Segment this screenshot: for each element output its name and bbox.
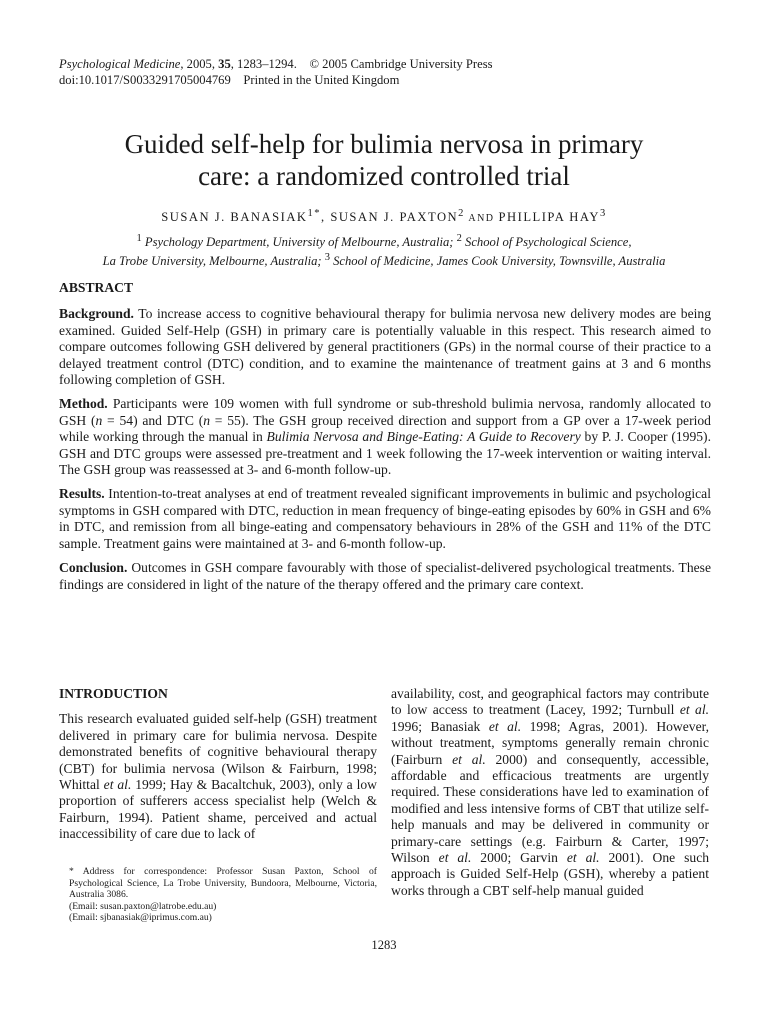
journal-citation-line: Psychological Medicine, 2005, 35, 1283–1294. © 2005 Cambridge University Press: [59, 57, 493, 71]
page-number: 1283: [371, 938, 397, 952]
authors: SUSAN J. $BANASIAK^{1*}$, SUSAN J. PAXTON$^2$ AND PHILLIPA HAY$^3$: [161, 208, 607, 225]
email-2: (Email: sjbanasiak@iprimus.com.au): [69, 912, 212, 923]
journal-header: [59, 56, 493, 88]
abstract-heading: ABSTRACT: [59, 280, 134, 295]
introduction-left-column: [59, 686, 377, 843]
affiliations: $^1$ Psychology Department, University of Melbourne, Australia; $^2$ School of Psychological Science, La Trobe University, Melbourne, Australia; $^3$ School of Medicine, James Cook University, Townsville, Australia: [102, 233, 666, 269]
email-1: (Email: susan.paxton@latrobe.edu.au): [69, 900, 217, 912]
abstract-method: Method. Participants were 109 women with full syndrome or sub-threshold bulimia nervosa, randomly allocated to GSH (n = 54) and DTC (n = 55). The GSH group received direction and support from a GP over a 17-week period while working through the manual in Bulimia Nervosa and Binge-Eating: A Guide to Recovery by P. J. Cooper (1995). GSH and DTC groups were assessed pre-treatment and 1 week following the 17-week intervention or waiting interval. The GSH group was reassessed at 3- and 6-month follow-up.: [59, 396, 711, 478]
abstract-conclusion: Conclusion. Outcomes in GSH compare favourably with those of specialist-delivered psychological treatments. These findings are considered in light of the nature of the therapy offered and the primary care context.: [59, 560, 711, 592]
doi-line: doi:10.1017/S0033291705004769 Printed in the United Kingdom: [59, 73, 400, 87]
introduction-continuation: availability, cost, and geographical factors may contribute to low access to treatment (Lacey, 1992; Turnbull et al. 1996; Banasiak et al. 1998; Agras, 2001). However, without treatment, symptoms generally remain chronic (Fairburn et al. 2000) and consequently, accessible, affordable and efficacious treatments are urgently required. These considerations have led to examination of modified and less intensive forms of CBT that utilize self-help manuals and may be delivered in community or primary-care settings (e.g. Fairburn & Carter, 1997; Wilson et al. 2000; Garvin et al. 2001). One such approach is Guided Self-Help (GSH), whereby a patient works through a CBT self-help manual guided: [391, 686, 710, 898]
paper-title: Guided self-help for bulimia nervosa in primary care: a randomized controlled trial: [124, 129, 644, 191]
copyright: © 2005 Cambridge University Press: [309, 57, 493, 71]
introduction-right-column: [391, 686, 709, 899]
abstract-results: Results. Intention-to-treat analyses at end of treatment revealed significant improvements in bulimic and psychological symptoms in GSH compared with DTC, reduction in mean frequency of binge-eating episodes by 60% in GSH and 6% in DTC, and remission from all binge-eating and compensatory behaviours in 28% of the GSH and 11% of the DTC sample. Treatment gains were maintained at 3- and 6-month follow-up.: [59, 486, 711, 551]
abstract: [59, 280, 711, 601]
abstract-background: Background. To increase access to cognitive behavioural therapy for bulimia nervosa new delivery modes are being examined. Guided Self-Help (GSH) in primary care is potentially valuable in this respect. This research aimed to compare outcomes following GSH delivered by general practitioners (GPs) in the normal course of their practice to a delayed treatment control (DTC) condition, and to examine the maintenance of treatment gains at 3 and 6 months following completion of GSH.: [59, 306, 711, 388]
introduction-heading: INTRODUCTION: [59, 686, 168, 701]
correspondence-footnote: * Address for correspondence: Professor Susan Paxton, School of Psychological Science, La Trobe University, Bundoora, Melbourne, Victoria, Australia 3086. (Email: susan.paxton@latrobe.edu.au) (Email: sjbanasiak@iprimus.com.au): [59, 866, 377, 924]
introduction-paragraph: This research evaluated guided self-help (GSH) treatment delivered in primary care for bulimia nervosa. Despite demonstrated benefits of cognitive behavioural therapy (CBT) for bulimia nervosa (Wilson & Fairburn, 1998; Whittal et al. 1999; Hay & Bacaltchuk, 2003), only a low proportion of sufferers access specialist help (Welch & Fairburn, 1994). Patient shame, perceived and actual inaccessibility of care due to lack of: [59, 711, 377, 842]
